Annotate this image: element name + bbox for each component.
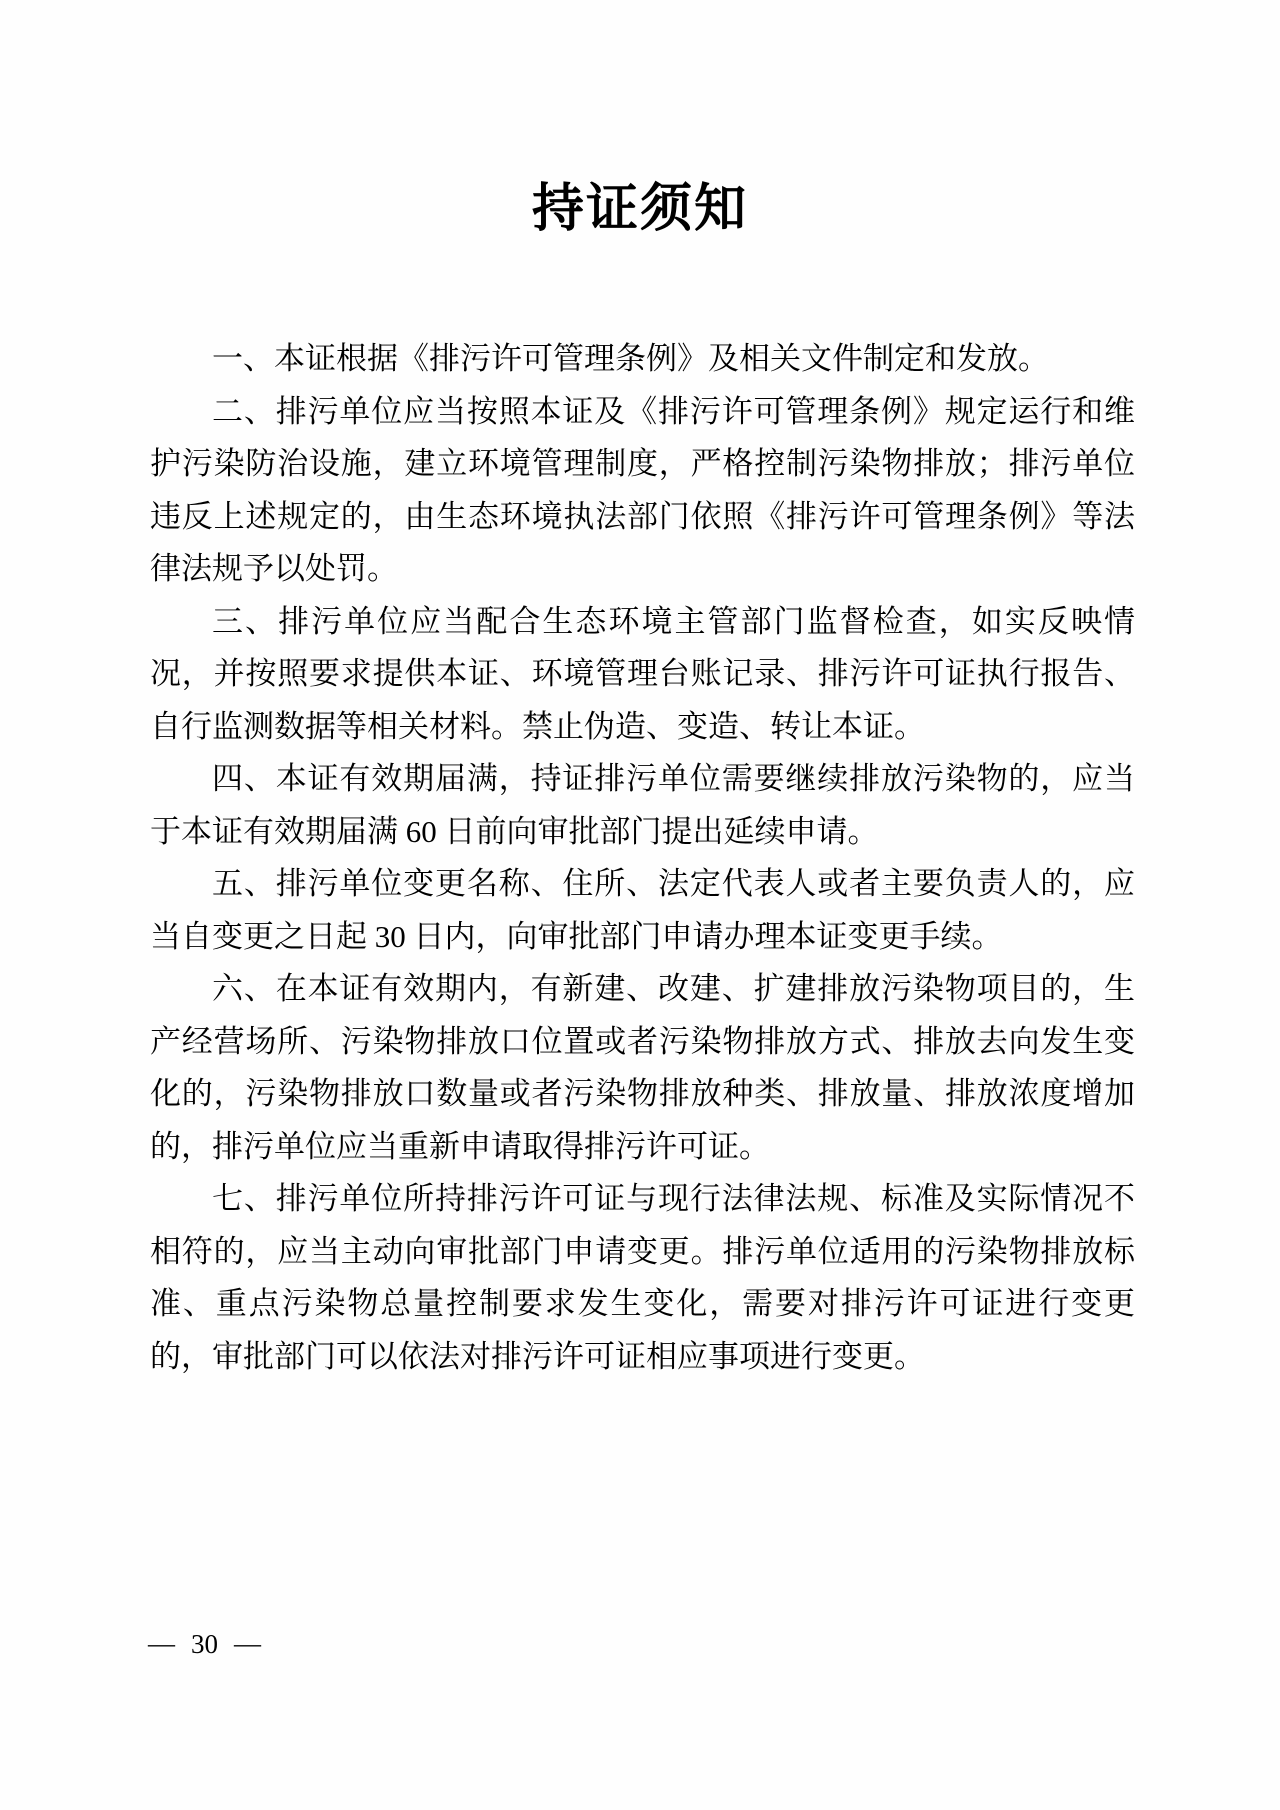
paragraph-3: 三、排污单位应当配合生态环境主管部门监督检查，如实反映情况，并按照要求提供本证、环境管理台账记录、排污许可证执行报告、自行监测数据等相关材料。禁止伪造、变造、转让本证。 [150,603,1135,744]
paragraph-5: 五、排污单位变更名称、住所、法定代表人或者主要负责人的，应当自变更之日起 30 日内，向审批部门申请办理本证变更手续。 [150,866,1135,954]
paragraph-7: 七、排污单位所持排污许可证与现行法律法规、标准及实际情况不相符的，应当主动向审批部门申请变更。排污单位适用的污染物排放标准、重点污染物总量控制要求发生变化，需要对排污许可证进行变更的，审批部门可以依法对排污许可证相应事项进行变更。 [150,1181,1135,1374]
page-number: 30 [191,1629,218,1659]
page-title: 持证须知 [531,181,748,238]
paragraph-1: 一、本证根据《排污许可管理条例》及相关文件制定和发放。 [212,341,1049,376]
paragraph-2: 二、排污单位应当按照本证及《排污许可管理条例》规定运行和维护污染防治设施，建立环境管理制度，严格控制污染物排放；排污单位违反上述规定的，由生态环境执法部门依照《排污许可管理条例》等法律法规予以处罚。 [150,393,1135,586]
footer-right-dash: — [234,1628,261,1658]
page-footer [148,1627,261,1661]
paragraph-6: 六、在本证有效期内，有新建、改建、扩建排放污染物项目的，生产经营场所、污染物排放口位置或者污染物排放方式、排放去向发生变化的，污染物排放口数量或者污染物排放种类、排放量、排放浓度增加的，排污单位应当重新申请取得排污许可证。 [150,971,1135,1164]
document-body [150,333,1135,1383]
paragraph-4: 四、本证有效期届满，持证排污单位需要继续排放污染物的，应当于本证有效期届满 60 日前向审批部门提出延续申请。 [150,761,1135,849]
footer-left-dash: — [148,1628,175,1658]
